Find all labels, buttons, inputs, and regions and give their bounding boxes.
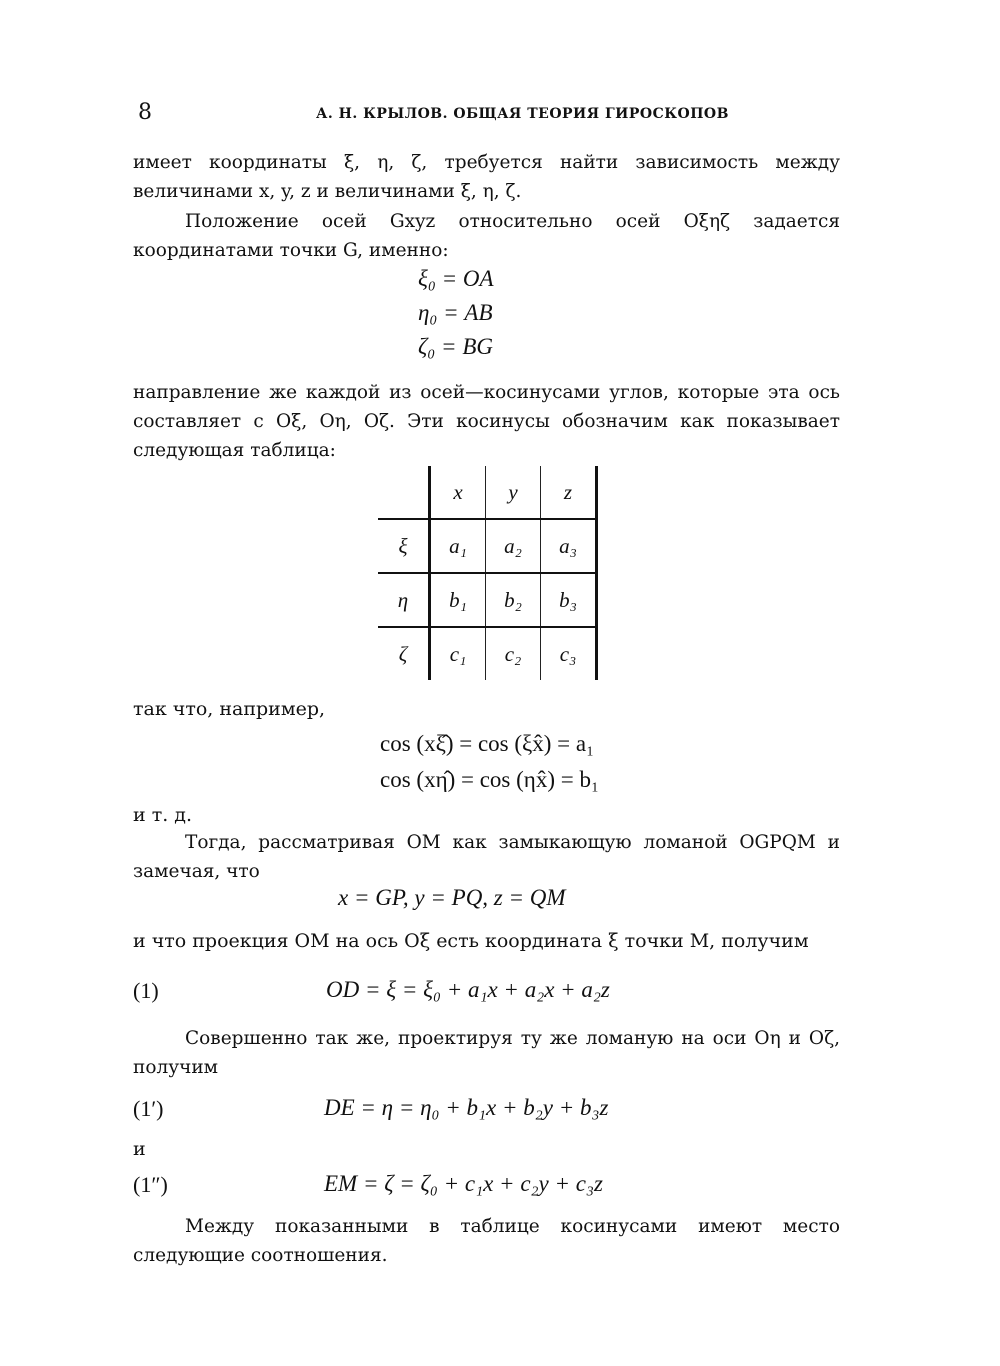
page-number: 8 bbox=[138, 100, 152, 125]
paragraph-7: и что проекция OM на ось Oξ есть координата ξ точки M, получим bbox=[133, 930, 809, 952]
equation-number-1-double-prime: (1″) bbox=[133, 1172, 168, 1197]
table-col-header: z bbox=[541, 466, 597, 519]
table-cell: b₂ bbox=[486, 573, 541, 627]
paragraph-5: и т. д. bbox=[133, 804, 193, 826]
paragraph-2: Положение осей Gxyz относительно осей Oξηζ задается координатами точки G, именно: bbox=[133, 211, 840, 261]
equation-1: OD = ξ = ξ₀ + a₁x + a₂x + a₂z bbox=[326, 977, 610, 1002]
paragraph-9: и bbox=[133, 1138, 146, 1160]
paragraph-4: так что, например, bbox=[133, 698, 326, 720]
table-cell: a₂ bbox=[486, 519, 541, 573]
table-header-row bbox=[378, 466, 597, 519]
table-corner-cell bbox=[378, 466, 430, 519]
equation-eta0: η₀ = AB bbox=[418, 300, 493, 325]
table-cell: a₃ bbox=[541, 519, 597, 573]
table-cell: c₂ bbox=[486, 627, 541, 680]
table-cell: c₁ bbox=[430, 627, 486, 680]
table-row-header: ζ bbox=[378, 627, 430, 680]
example-equation-2: cos (xη̂) = cos (ηx̂) = b₁ bbox=[380, 767, 599, 792]
paragraph-6: Тогда, рассматривая OM как замыкающую ломаной OGPQM и замечая, что bbox=[133, 832, 840, 882]
table-row-header: ξ bbox=[378, 519, 430, 573]
table-col-header: y bbox=[486, 466, 541, 519]
table-col-header: x bbox=[430, 466, 486, 519]
running-title: А. Н. КРЫЛОВ. ОБЩАЯ ТЕОРИЯ ГИРОСКОПОВ bbox=[316, 106, 729, 122]
equation-number-1: (1) bbox=[133, 978, 159, 1003]
equation-xi0: ξ₀ = OA bbox=[418, 266, 494, 291]
projection-equation: x = GP, y = PQ, z = QM bbox=[338, 885, 566, 910]
equation-1-double-prime: EM = ζ = ζ₀ + c₁x + c₂y + c₃z bbox=[324, 1171, 603, 1196]
table-row bbox=[378, 573, 597, 627]
table-cell: b₁ bbox=[430, 573, 486, 627]
equation-number-1-prime: (1′) bbox=[133, 1096, 164, 1121]
equation-1-prime: DE = η = η₀ + b₁x + b₂y + b₃z bbox=[324, 1095, 609, 1120]
paragraph-3: направление же каждой из осей—косинусами углов, которые эта ось составляет с Oξ, Oη, Oζ. Эти косинусы обозначим как показывает следующая таблица: bbox=[133, 382, 840, 461]
paragraph-1: имеет координаты ξ, η, ζ, требуется найти зависимость между величинами x, y, z и величинами ξ, η, ζ. bbox=[133, 152, 840, 202]
paragraph-10: Между показанными в таблице косинусами имеют место следующие соотношения. bbox=[133, 1216, 840, 1266]
example-equation-1: cos (xξ̂) = cos (ξx̂) = a₁ bbox=[380, 731, 595, 756]
table-cell: c₃ bbox=[541, 627, 597, 680]
table-cell: a₁ bbox=[430, 519, 486, 573]
paragraph-8: Совершенно так же, проектируя ту же ломаную на оси Oη и Oζ, получим bbox=[133, 1028, 840, 1078]
equation-zeta0: ζ₀ = BG bbox=[418, 334, 493, 359]
table-row-header: η bbox=[378, 573, 430, 627]
table-row bbox=[378, 519, 597, 573]
table-row bbox=[378, 627, 597, 680]
table-cell: b₃ bbox=[541, 573, 597, 627]
cosine-table bbox=[378, 466, 598, 680]
